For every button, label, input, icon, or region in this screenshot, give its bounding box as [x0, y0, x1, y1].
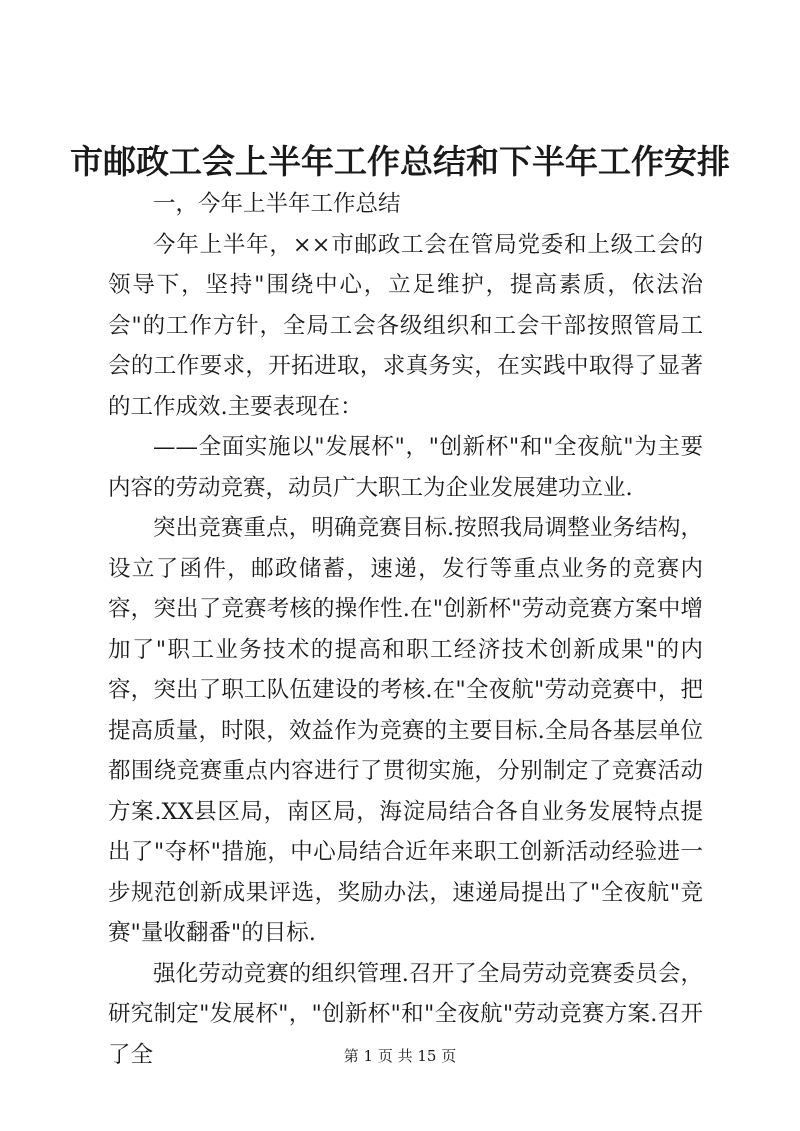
body-paragraph: 突出竞赛重点，明确竞赛目标.按照我局调整业务结构，设立了函件，邮政储蓄，速递，发行等重点业务的竞赛内容，突出了竞赛考核的操作性.在"创新杯"劳动竞赛方案中增加了"职工业务技术的提高和职工经济技术创新成果"的内容，突出了职工队伍建设的考核.在"全夜航"劳动竞赛中，把提高质量，时限，效益作为竞赛的主要目标.全局各基层单位都围绕竞赛重点内容进行了贯彻实施，分别制定了竞赛活动方案.XX县区局，南区局，海淀局结合各自业务发展特点提出了"夺杯"措施，中心局结合近年来职工创新活动经验进一步规范创新成果评选，奖励办法，速递局提出了"全夜航"竞赛"量收翻番"的目标.: [108, 515, 703, 946]
section-heading: 一，今年上半年工作总结: [153, 191, 401, 217]
body-paragraph: ——全面实施以"发展杯"，"创新杯"和"全夜航"为主要内容的劳动竞赛，动员广大职工为企业发展建功立业.: [108, 434, 703, 501]
document-title: 市邮政工会上半年工作总结和下半年工作安排: [70, 142, 730, 181]
page-number-footer: 第 1 页 共 15 页: [343, 1047, 457, 1065]
body-paragraph: 今年上半年，××市邮政工会在管局党委和上级工会的领导下，坚持"围绕中心，立足维护，提高素质，依法治会"的工作方针，全局工会各级组织和工会干部按照管局工会的工作要求，开拓进取，求真务实，在实践中取得了显著的工作成效.主要表现在：: [108, 231, 703, 420]
body-paragraph: 强化劳动竞赛的组织管理.召开了全局劳动竞赛委员会，研究制定"发展杯"，"创新杯"和"全夜航"劳动竞赛方案.召开了全: [108, 960, 703, 1068]
document-body: [108, 184, 703, 1075]
